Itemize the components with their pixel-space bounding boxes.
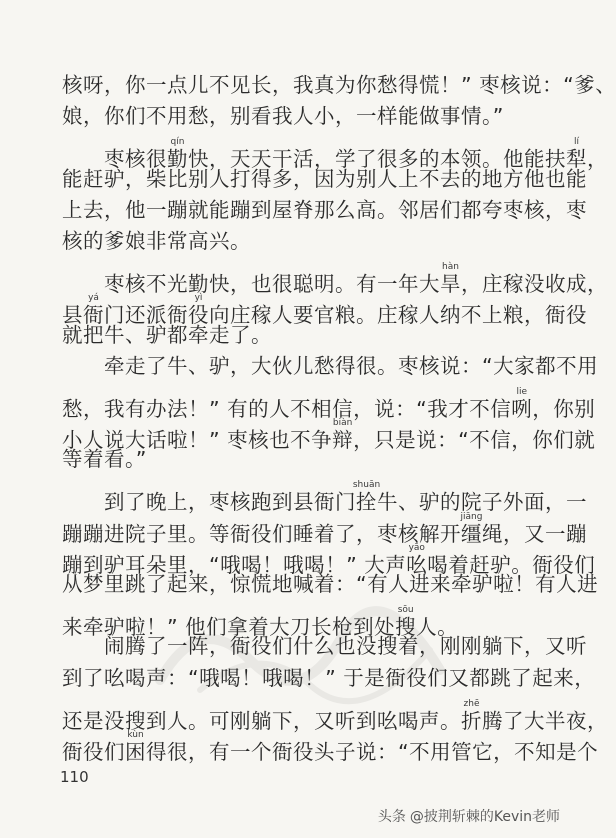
text-line bbox=[62, 106, 550, 127]
text-line bbox=[62, 418, 596, 453]
annotated-character: 勤qín bbox=[167, 137, 188, 172]
text-line bbox=[62, 665, 596, 690]
text-segment: 等着看。” bbox=[62, 447, 147, 472]
pinyin-annotation: yì bbox=[188, 293, 209, 304]
text-line bbox=[62, 166, 587, 191]
pinyin-annotation: kùn bbox=[125, 730, 146, 740]
text-segment: 娘，你们不用愁，别看我人小，一样能做事情。” bbox=[62, 104, 504, 129]
text-segment: 小人说大话啦！” 枣核也不争 bbox=[62, 428, 333, 453]
annotated-character: 犁lí bbox=[566, 137, 587, 172]
text-segment: 快，天天干活，学了很多的本领。他能扶 bbox=[188, 147, 566, 172]
annotated-character: 搜sōu bbox=[395, 605, 417, 640]
text-segment: 人。 bbox=[416, 615, 459, 640]
text-segment: 蹦蹦进院子里。等衙役们睡着了，枣核解开 bbox=[62, 521, 461, 546]
text-line bbox=[62, 293, 587, 328]
credit-watermark bbox=[378, 806, 560, 826]
pinyin-annotation: biàn bbox=[332, 418, 354, 429]
credit-source: 头条 bbox=[377, 809, 406, 825]
pinyin-annotation: yāo bbox=[406, 542, 428, 553]
text-segment: ，你别 bbox=[532, 396, 596, 421]
pinyin-annotation: lie bbox=[511, 386, 533, 397]
text-segment: 核的爹娘非常高兴。 bbox=[62, 228, 251, 253]
text-segment: 愁，我有办法！” 有的人不相信，说：“我才不信 bbox=[62, 396, 512, 421]
pinyin-annotation: yá bbox=[83, 293, 104, 304]
text-segment: 牛、驴的院子外面，一 bbox=[377, 490, 587, 515]
annotated-character: 缰jiāng bbox=[460, 511, 483, 546]
text-line bbox=[62, 605, 550, 638]
text-line bbox=[62, 197, 587, 222]
text-segment: 衙役们 bbox=[62, 740, 125, 764]
pinyin-annotation: jiāng bbox=[460, 511, 483, 522]
text-segment: 蹦到驴耳朵里，“哦喝！哦喝！” 大声 bbox=[62, 552, 407, 577]
text-segment: 闹腾了一阵，衙役们什么也没搜着，刚刚躺下，又听 bbox=[62, 634, 587, 659]
text-segment: 枣核很 bbox=[62, 147, 167, 172]
text-segment: 从梦里跳了起来，惊慌地喊着：“有人进来牵驴啦！有人进 bbox=[62, 572, 599, 597]
text-segment: 牵走了牛、驴，大伙儿愁得很。枣核说：“大家都不用 bbox=[62, 353, 599, 378]
text-segment: 核呀，你一点儿不见长，我真为你愁得慌！” 枣核说：“爹、 bbox=[62, 73, 616, 97]
text-segment: ，庄稼没收成， bbox=[461, 272, 608, 297]
text-line bbox=[62, 353, 599, 378]
text-segment: 还是没搜到人。可刚躺下，又听到吆喝声。 bbox=[62, 708, 461, 733]
text-segment: 到了晚上，枣核跑到县衙门 bbox=[62, 490, 356, 515]
annotated-character: 役yì bbox=[188, 293, 209, 328]
text-line bbox=[62, 634, 587, 659]
text-segment: 县 bbox=[62, 303, 83, 328]
text-line bbox=[62, 511, 587, 546]
pinyin-annotation: sōu bbox=[395, 605, 417, 616]
text-segment: 绳，又一蹦 bbox=[482, 521, 587, 546]
annotated-character: 吆yāo bbox=[406, 542, 428, 577]
credit-handle: @披荆斩棘的Kevin老师 bbox=[409, 809, 560, 825]
pinyin-annotation: hàn bbox=[440, 262, 461, 273]
text-line bbox=[62, 480, 587, 515]
pinyin-annotation: lí bbox=[566, 137, 587, 148]
text-segment: 向庄稼人要官粮。庄稼人纳不上粮，衙役 bbox=[209, 303, 587, 328]
page-number: 110 bbox=[60, 768, 89, 786]
text-line bbox=[62, 542, 596, 577]
text-line bbox=[62, 228, 550, 253]
text-line bbox=[62, 572, 599, 597]
annotated-character: 拴shuān bbox=[352, 480, 381, 515]
text-line bbox=[62, 322, 550, 347]
text-segment: 枣核不光勤快，也很聪明。有一年大 bbox=[62, 272, 440, 297]
text-line bbox=[62, 73, 616, 97]
text-segment: 来牵驴啦！” 他们拿着大刀长枪到处 bbox=[62, 615, 396, 640]
pinyin-annotation: shuān bbox=[352, 480, 381, 491]
annotated-character: 困kùn bbox=[125, 730, 146, 764]
text-segment: 上去，他一蹦就能蹦到屋脊那么高。邻居们都夸枣核，枣 bbox=[62, 197, 587, 222]
pinyin-annotation: qín bbox=[167, 137, 188, 148]
text-segment: 到了吆喝声：“哦喝！哦喝！” 于是衙役们又都跳了起来， bbox=[62, 665, 596, 690]
text-line bbox=[62, 262, 608, 297]
text-segment: ，只是说：“不信，你们就 bbox=[353, 428, 596, 453]
text-line bbox=[62, 449, 550, 470]
text-segment: 能赶驴，柴比别人打得多，因为别人上不去的地方他也能 bbox=[62, 166, 587, 191]
pinyin-annotation: zhē bbox=[461, 698, 482, 709]
text-segment: 门还派衙 bbox=[104, 303, 188, 328]
text-segment: 得很，有一个衙役头子说：“不用管它，不知是个 bbox=[146, 740, 599, 764]
text-segment: 喝着赶驴。衙役们 bbox=[427, 552, 596, 577]
annotated-character: 衙yá bbox=[83, 293, 104, 328]
text-line bbox=[62, 730, 599, 764]
annotated-character: 折zhē bbox=[461, 698, 482, 733]
annotated-character: 旱hàn bbox=[440, 262, 461, 297]
text-segment: 就把牛、驴都牵走了。 bbox=[62, 322, 272, 347]
text-segment: ， bbox=[587, 147, 608, 172]
text-line bbox=[62, 386, 596, 421]
text-line bbox=[62, 698, 608, 733]
annotated-character: 辩biàn bbox=[332, 418, 354, 453]
text-segment: 腾了大半夜， bbox=[482, 708, 608, 733]
text-line bbox=[62, 137, 608, 172]
annotated-character: 咧lie bbox=[511, 386, 533, 421]
